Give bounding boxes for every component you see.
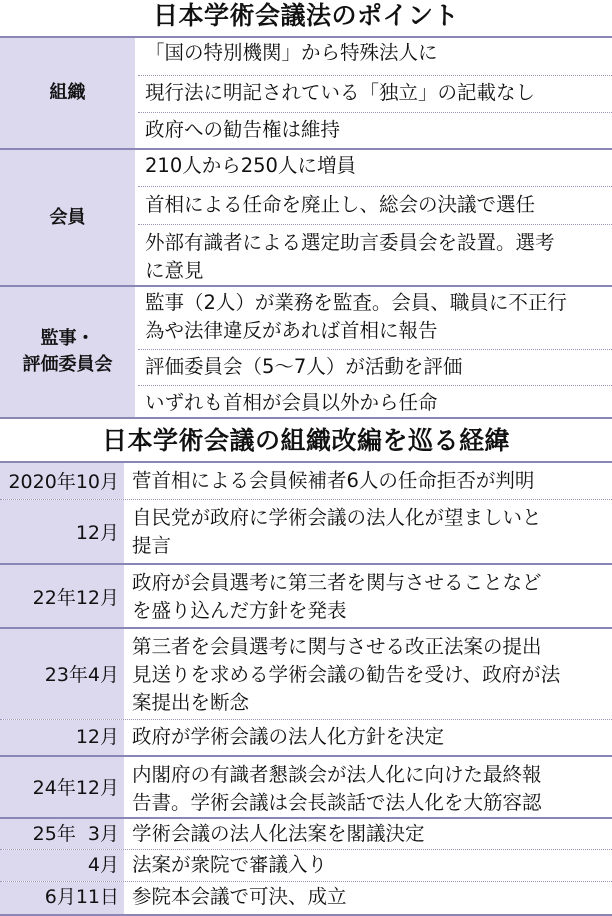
timeline-event: 政府が会員選考に第三者を関与させることなど を盛り込んだ方針を発表	[132, 571, 542, 622]
points-item: いずれも首相が会員以外から任命	[138, 385, 612, 419]
points-item: 「国の特別機関」から特殊法人に	[145, 41, 438, 64]
timeline-date: 12月	[0, 500, 124, 563]
timeline-row	[0, 849, 612, 881]
timeline-event: 学術会議の法人化法案を閣議決定	[132, 822, 425, 845]
timeline-row	[0, 499, 612, 563]
timeline-title: 日本学術会議の組織改編を巡る経緯	[101, 426, 510, 455]
timeline-event: 自民党が政府に学術会議の法人化が望ましいと 提言	[132, 506, 542, 557]
points-item: 監事（2人）が業務を監査。会員、職員に不正行 為や法律違反があれば首相に報告	[145, 291, 567, 342]
timeline-row	[0, 627, 612, 719]
timeline-event: 法案が衆院で審議入り	[132, 853, 328, 876]
timeline-date: 22年12月	[0, 565, 124, 627]
points-group-label: 監事・ 評価委員会	[0, 287, 135, 417]
points-item: 首相による任命を廃止し、総会の決議で選任	[138, 186, 612, 224]
timeline-date: 24年12月	[0, 757, 124, 817]
timeline-date: 6月11日	[0, 882, 124, 914]
points-title: 日本学術会議法のポイント	[152, 1, 459, 30]
timeline-row	[0, 563, 612, 627]
timeline-row	[0, 881, 612, 914]
timeline-event: 第三者を会員選考に関与させる改正法案の提出 見送りを求める学術会議の勧告を受け、政府が法 案提出を断念	[132, 635, 561, 714]
timeline-event: 菅首相による会員候補者6人の任命拒否が判明	[132, 469, 535, 492]
points-group-label: 会員	[0, 150, 135, 285]
points-item: 外部有識者による選定助言委員会を設置。選考 に意見	[138, 224, 612, 285]
timeline-date: 25年 3月	[0, 819, 124, 849]
points-item: 210人から250人に増員	[145, 154, 356, 177]
timeline-row	[0, 461, 612, 499]
points-item: 評価委員会（5〜7人）が活動を評価	[138, 349, 612, 385]
points-group-label: 組織	[0, 38, 135, 148]
timeline-row	[0, 755, 612, 817]
points-group-organization	[0, 36, 612, 148]
timeline-event: 参院本会議で可決、成立	[132, 885, 347, 908]
timeline-event: 内閣府の有識者懇談会が法人化に向けた最終報 告書。学術会議は会長談話で法人化を大筋容認	[132, 763, 542, 814]
points-group-members	[0, 148, 612, 285]
timeline-row	[0, 817, 612, 849]
points-item: 現行法に明記されている「独立」の記載なし	[138, 75, 612, 112]
timeline-row	[0, 719, 612, 755]
timeline-date: 2020年10月	[0, 463, 124, 499]
points-item: 政府への勧告権は維持	[138, 112, 612, 148]
timeline-event: 政府が学術会議の法人化方針を決定	[132, 725, 445, 748]
timeline-date: 12月	[0, 720, 124, 755]
points-group-auditors	[0, 285, 612, 419]
timeline-date: 23年4月	[0, 629, 124, 719]
timeline-date: 4月	[0, 850, 124, 881]
